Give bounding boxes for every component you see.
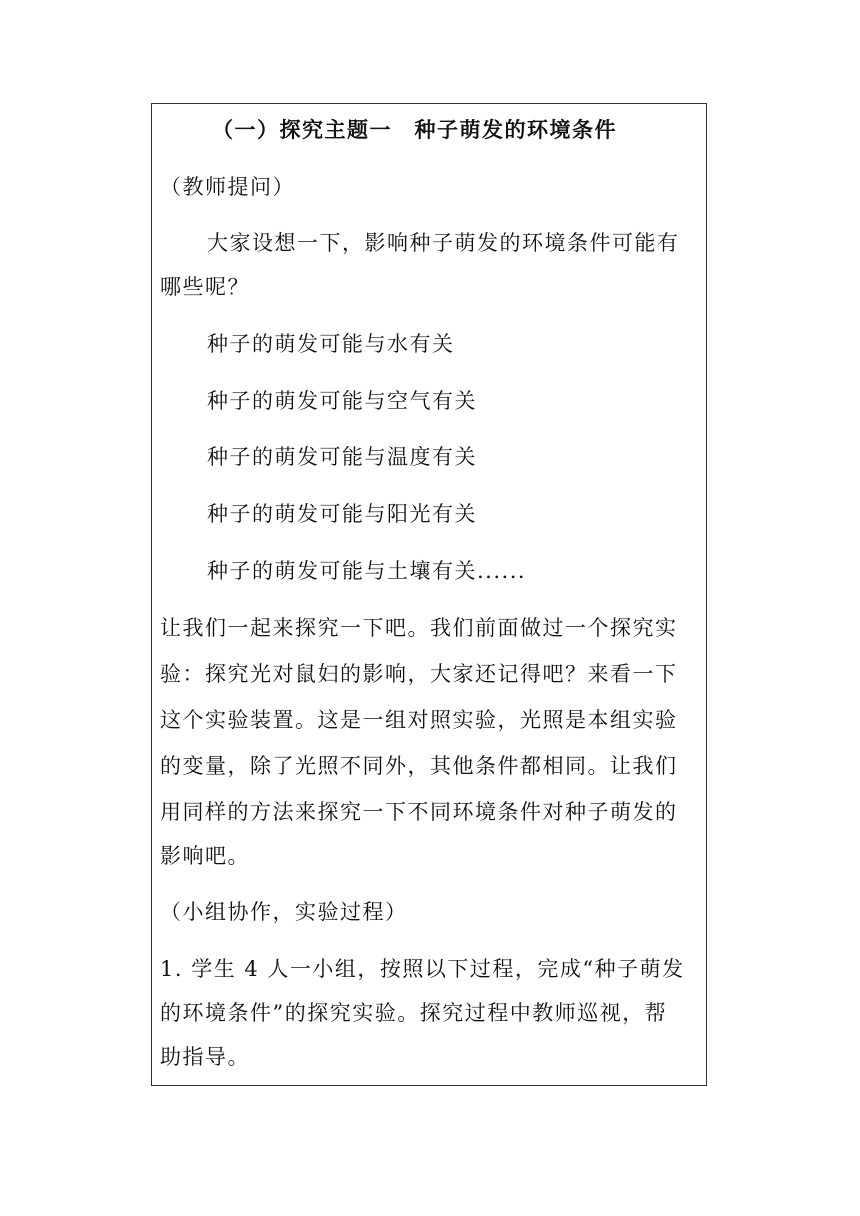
hypothesis-air: 种子的萌发可能与空气有关 bbox=[207, 389, 477, 413]
paragraph-line: 这个实验装置。这是一组对照实验，光照是本组实验 bbox=[160, 708, 678, 732]
lesson-table-cell bbox=[151, 103, 707, 1086]
paragraph-line: 影响吧。 bbox=[160, 844, 250, 868]
hypothesis-water: 种子的萌发可能与水有关 bbox=[207, 332, 455, 356]
question-line-2: 哪些呢？ bbox=[160, 275, 250, 299]
paragraph-line: 让我们一起来探究一下吧。我们前面做过一个探究实 bbox=[160, 616, 678, 640]
step-line: 的环境条件”的探究实验。探究过程中教师巡视，帮 bbox=[160, 1001, 668, 1025]
hypothesis-sunlight: 种子的萌发可能与阳光有关 bbox=[207, 502, 477, 526]
section-heading: （一）探究主题一 种子萌发的环境条件 bbox=[212, 117, 617, 142]
step-line: 1. 学生 4 人一小组，按照以下过程，完成“种子萌发 bbox=[160, 957, 685, 981]
question-line-1: 大家设想一下，影响种子萌发的环境条件可能有 bbox=[207, 231, 680, 255]
step-line: 助指导。 bbox=[160, 1045, 250, 1069]
teacher-question-label: （教师提问） bbox=[160, 175, 295, 199]
paragraph-line: 验：探究光对鼠妇的影响，大家还记得吧？来看一下 bbox=[160, 662, 678, 686]
paragraph-line: 用同样的方法来探究一下不同环境条件对种子萌发的 bbox=[160, 800, 678, 824]
hypothesis-soil: 种子的萌发可能与土壤有关...... bbox=[207, 559, 527, 583]
hypothesis-temperature: 种子的萌发可能与温度有关 bbox=[207, 445, 477, 469]
group-work-label: （小组协作，实验过程） bbox=[160, 900, 408, 924]
paragraph-line: 的变量，除了光照不同外，其他条件都相同。让我们 bbox=[160, 754, 678, 778]
